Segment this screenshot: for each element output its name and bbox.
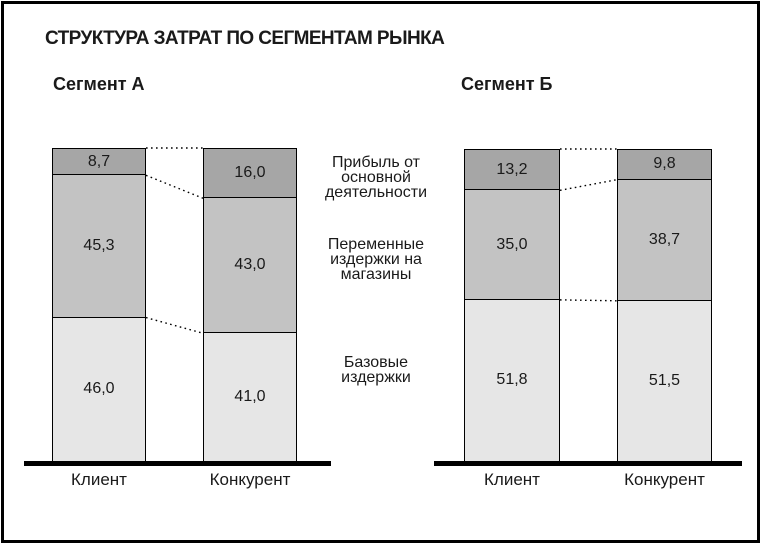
legend-label-variable-costs: Переменные издержки на магазины: [327, 236, 425, 283]
value-label: 46,0: [83, 380, 115, 398]
bar-segment: [617, 149, 712, 180]
category-label: Конкурент: [209, 470, 291, 489]
value-label: 16,0: [234, 164, 266, 182]
value-label: 8,7: [87, 152, 111, 170]
segment-b-header: Сегмент Б: [461, 74, 553, 94]
category-label: Конкурент: [624, 470, 705, 489]
value-label: 35,0: [496, 235, 528, 253]
bar-segment: [52, 175, 146, 317]
value-label: 38,7: [648, 230, 681, 248]
value-label: 51,8: [496, 371, 528, 389]
category-label: Клиент: [71, 470, 127, 489]
bar-segment: [617, 180, 712, 301]
legend-label-profit: Прибыль от основной деятельности: [324, 154, 428, 201]
bar-segment: [464, 300, 560, 462]
value-label: 43,0: [234, 256, 266, 274]
bar-segment: [203, 148, 297, 198]
bar-segment: [203, 333, 297, 462]
bar-segment: [52, 318, 146, 462]
segment-connector-line: [560, 300, 617, 301]
category-label: Клиент: [484, 470, 540, 489]
value-label: 45,3: [83, 236, 115, 254]
segment-a-header: Сегмент А: [53, 74, 145, 94]
value-label: 13,2: [496, 160, 528, 178]
segment-connector-line: [560, 180, 617, 191]
bar-segment: [464, 190, 560, 300]
value-label: 51,5: [648, 371, 681, 389]
bar-segment: [464, 149, 560, 190]
bar-segment: [617, 301, 712, 462]
value-label: 9,8: [653, 155, 676, 173]
legend-label-base-costs: Базовые издержки: [341, 354, 411, 386]
chart-frame: [1, 1, 760, 543]
value-label: 41,0: [234, 388, 266, 406]
segment-connector-line: [146, 318, 203, 334]
bar-segment: [52, 148, 146, 175]
segment-connector-line: [146, 175, 203, 198]
bar-segment: [203, 198, 297, 333]
page-title: СТРУКТУРА ЗАТРАТ ПО СЕГМЕНТАМ РЫНКА: [45, 28, 445, 49]
